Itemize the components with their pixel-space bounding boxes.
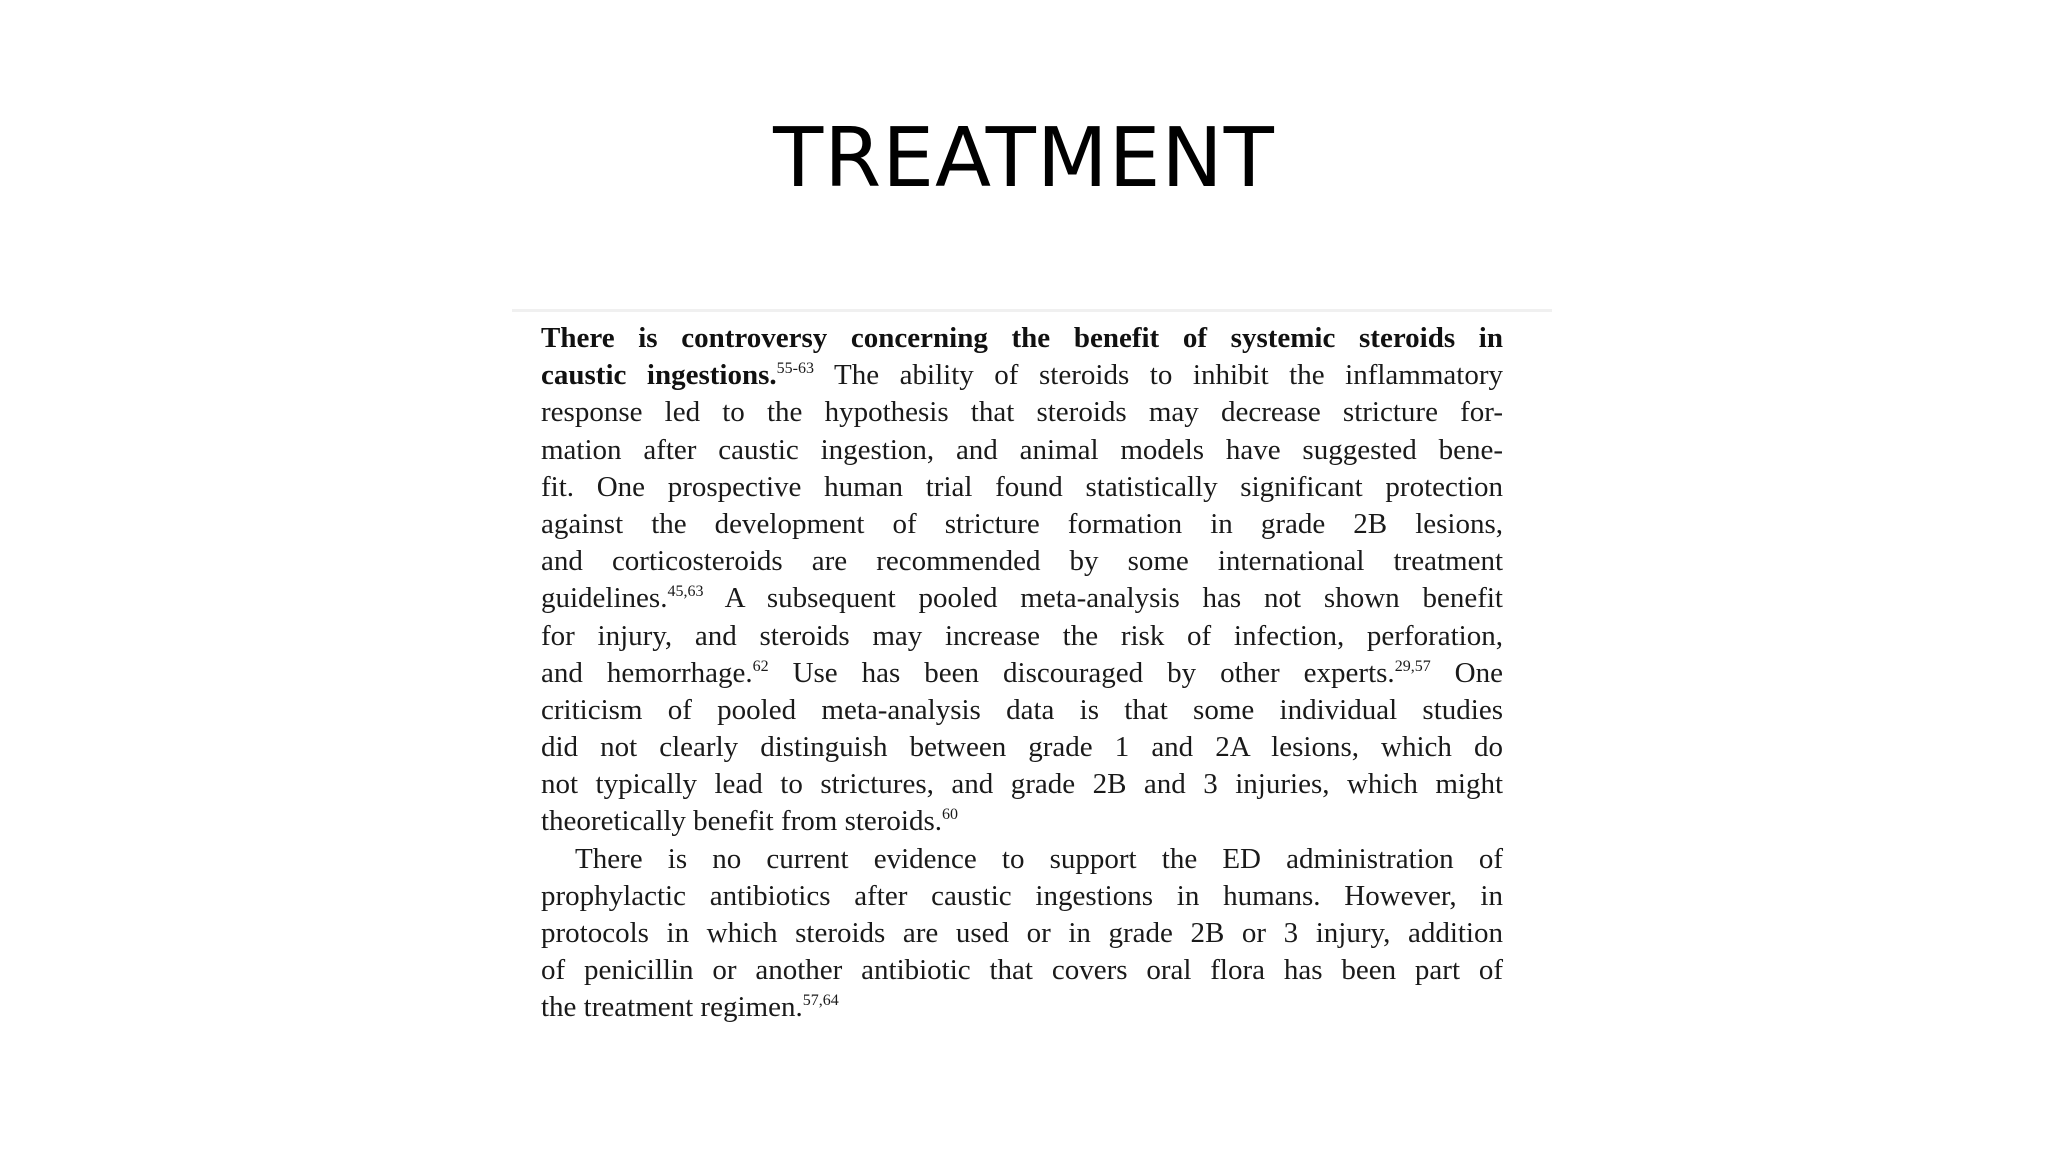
text-excerpt-image [512, 309, 1552, 1029]
line-text: for injury, and steroids may increase the risk of infection, perforation, [541, 619, 1503, 652]
paragraph-steroids [541, 320, 1503, 841]
text-line [541, 357, 1503, 394]
bold-lead-sentence: There is controversy concerning the benefit of systemic steroids in [541, 322, 1503, 354]
line-text: the treatment regimen. [541, 991, 803, 1024]
text-line [541, 580, 1503, 617]
line-text: protocols in which steroids are used or in grade 2B or 3 injury, addition [541, 917, 1503, 949]
text-line [541, 952, 1503, 989]
line-text: criticism of pooled meta-analysis data is that some individual studies [541, 693, 1503, 726]
citation-superscript: 62 [752, 657, 769, 675]
text-line [541, 432, 1503, 469]
line-text: and corticosteroids are recommended by some international treatment [541, 545, 1503, 578]
text-line [541, 655, 1503, 692]
line-text: mation after caustic ingestion, and animal models have suggested bene- [541, 433, 1503, 466]
text-line [541, 878, 1503, 915]
line-text: response led to the hypothesis that steroids may decrease stricture for- [541, 396, 1503, 429]
text-line [541, 803, 1503, 840]
text-line [541, 729, 1503, 766]
text-line [541, 506, 1503, 543]
line-text: against the development of stricture formation in grade 2B lesions, [541, 507, 1503, 540]
citation-superscript: 45,63 [667, 583, 704, 601]
line-text: fit. One prospective human trial found statistically significant protection [541, 470, 1503, 503]
text-line [541, 915, 1503, 952]
line-text: guidelines. [541, 582, 668, 615]
text-line [541, 394, 1503, 431]
excerpt-body [541, 320, 1503, 1027]
line-text: There is no current evidence to support the ED administration of [575, 842, 1503, 875]
citation-superscript: 57,64 [802, 992, 839, 1010]
paragraph-antibiotics [541, 841, 1503, 1027]
bold-lead-sentence: caustic ingestions. [541, 359, 777, 392]
slide-title: TREATMENT [773, 111, 1275, 206]
text-line [541, 841, 1503, 878]
line-text: not typically lead to strictures, and grade 2B and 3 injuries, which might [541, 768, 1503, 801]
text-line [541, 320, 1503, 357]
text-line [541, 989, 1503, 1026]
line-text: theoretically benefit from steroids. [541, 805, 943, 838]
line-text: and hemorrhage. [541, 656, 753, 689]
line-text: Use has been discouraged by other experts. [768, 656, 1395, 689]
line-text: The ability of steroids to inhibit the inflammatory [813, 359, 1504, 392]
line-text: prophylactic antibiotics after caustic ingestions in humans. However, in [541, 879, 1503, 912]
text-line [541, 618, 1503, 655]
text-line [541, 692, 1503, 729]
citation-superscript: 29,57 [1394, 657, 1431, 675]
text-line [541, 543, 1503, 580]
line-text: did not clearly distinguish between grade 1 and 2A lesions, which do [541, 731, 1503, 764]
citation-superscript: 60 [942, 806, 959, 824]
citation-superscript: 55-63 [776, 360, 814, 378]
line-text: A subsequent pooled meta-analysis has not shown benefit [703, 582, 1503, 615]
text-line [541, 469, 1503, 506]
text-line [541, 766, 1503, 803]
line-text: of penicillin or another antibiotic that covers oral flora has been part of [541, 954, 1503, 987]
line-text: One [1430, 656, 1503, 689]
